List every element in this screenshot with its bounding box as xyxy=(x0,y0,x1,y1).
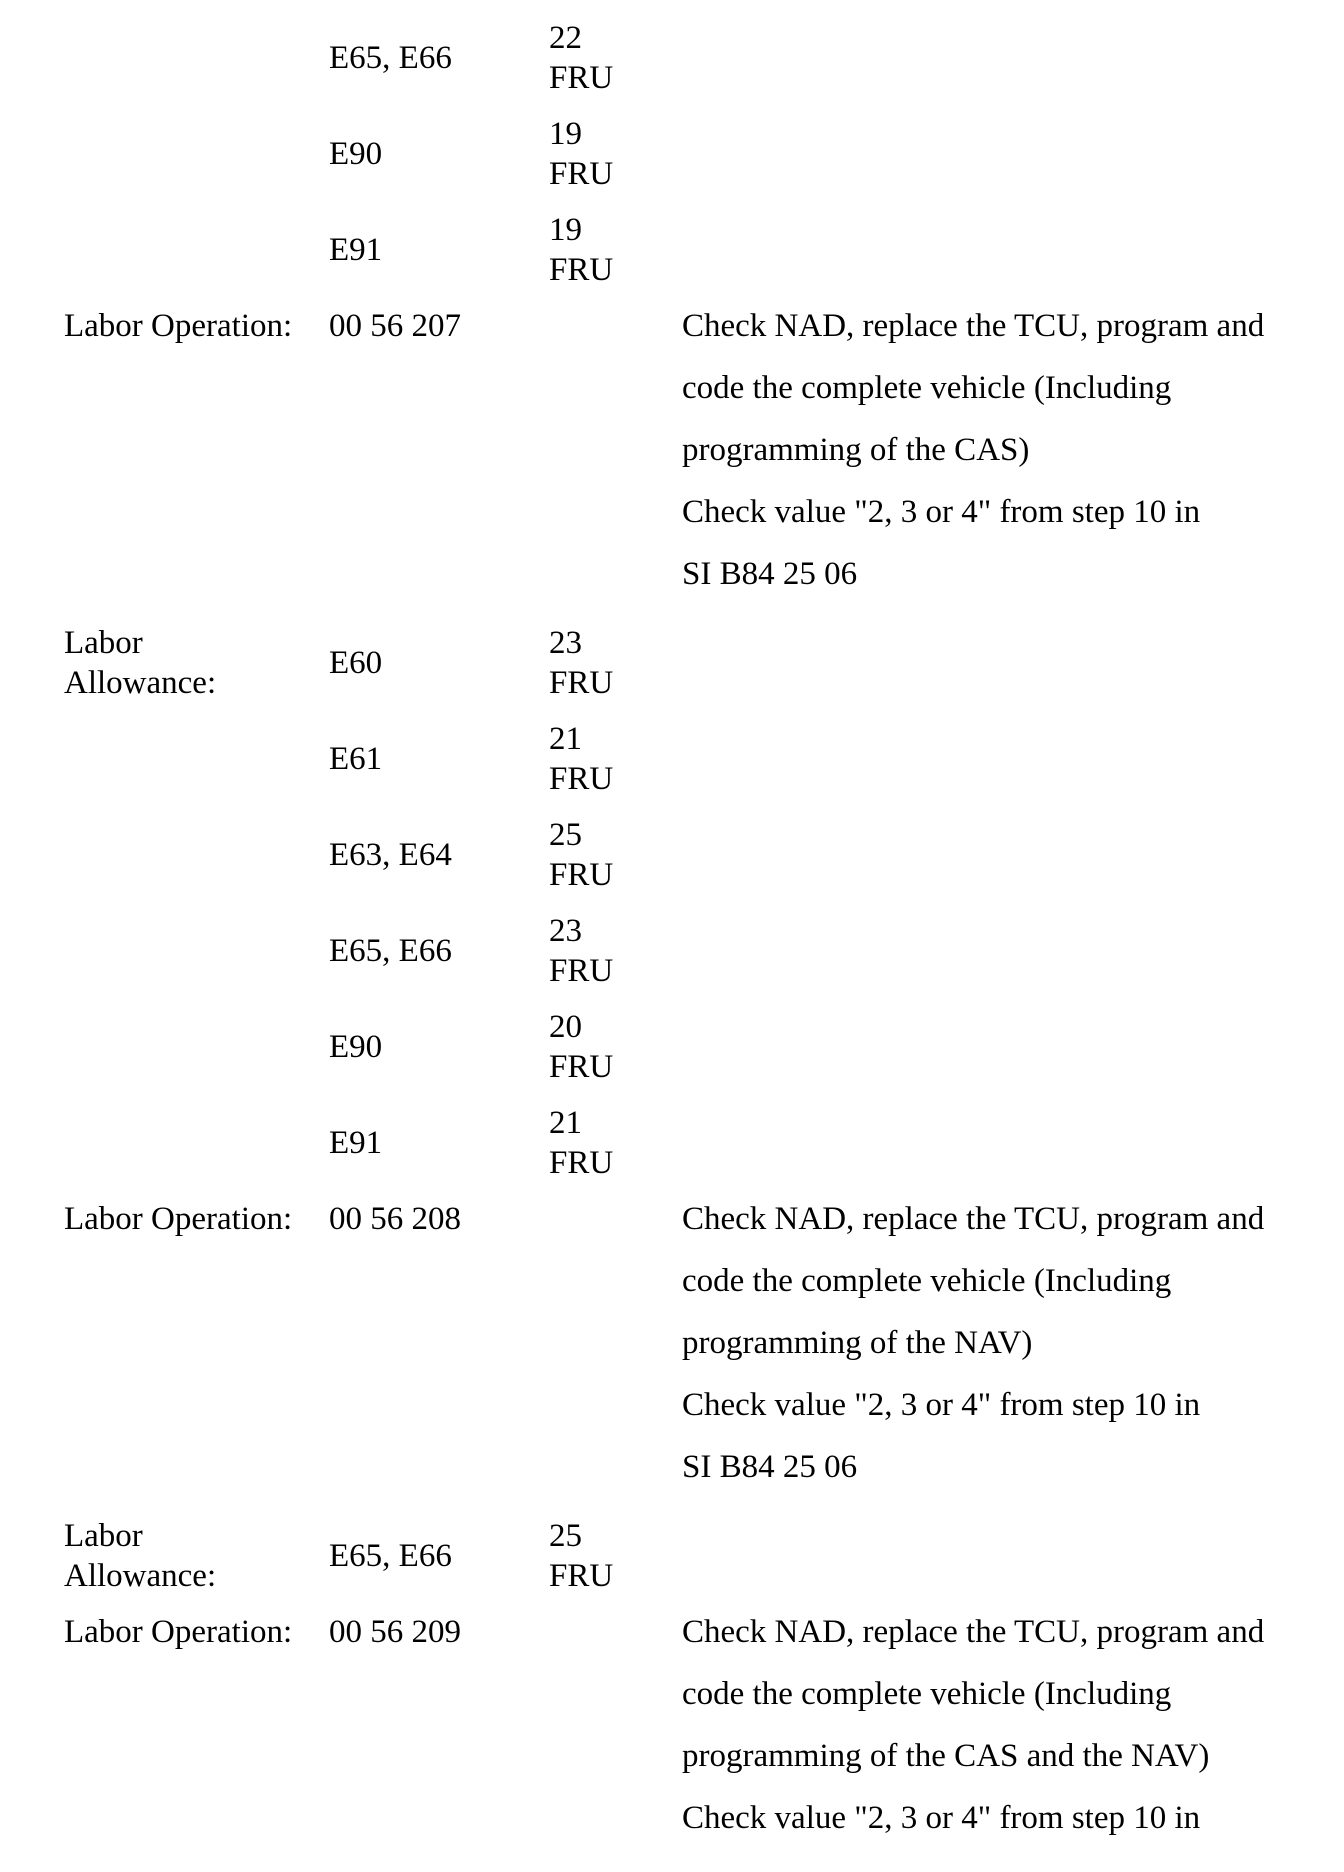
model-cell xyxy=(329,1007,549,1087)
operation-code: 00 56 208 xyxy=(329,1201,461,1237)
description-line: Check value "2, 3 or 4" from step 10 in xyxy=(682,1800,1201,1836)
fru-unit: FRU xyxy=(549,1049,614,1085)
model-cell xyxy=(329,114,549,194)
model-text: E65, E66 xyxy=(329,1537,452,1574)
model-text: E91 xyxy=(329,1124,383,1161)
description-line: code the complete vehicle (Including xyxy=(682,370,1172,406)
description-line: SI B84 25 06 xyxy=(682,556,858,592)
model-text: E65, E66 xyxy=(329,39,452,76)
fru-unit: FRU xyxy=(549,761,614,797)
fru-unit: FRU xyxy=(549,156,614,192)
fru-unit: FRU xyxy=(549,1145,614,1181)
fru-value: 21 xyxy=(549,1105,582,1141)
model-text: E65, E66 xyxy=(329,932,452,969)
model-text: E90 xyxy=(329,1028,383,1065)
model-cell xyxy=(329,815,549,895)
fru-cell xyxy=(549,1007,682,1087)
labor-allowance-row xyxy=(64,911,1320,991)
labor-operation-row xyxy=(64,1612,1320,1849)
fru-value: 19 xyxy=(549,116,582,152)
model-cell xyxy=(329,1516,549,1596)
labor-allowance-row xyxy=(64,719,1320,799)
operation-description xyxy=(682,1601,1320,1849)
operation-description xyxy=(682,1188,1320,1498)
model-cell xyxy=(329,719,549,799)
model-cell xyxy=(329,18,549,98)
fru-unit: FRU xyxy=(549,665,614,701)
fru-cell xyxy=(549,114,682,194)
fru-value: 23 xyxy=(549,625,582,661)
labor-allowance-row xyxy=(64,210,1320,290)
labor-operation-row xyxy=(64,1199,1320,1498)
description-line: Check value "2, 3 or 4" from step 10 in xyxy=(682,494,1201,530)
fru-unit: FRU xyxy=(549,60,614,96)
operation-description xyxy=(682,295,1320,605)
labor-operation-label: Labor Operation: xyxy=(64,1201,293,1237)
model-text: E63, E64 xyxy=(329,836,452,873)
fru-cell xyxy=(549,1516,682,1596)
labor-allowance-row xyxy=(64,623,1320,703)
model-text: E91 xyxy=(329,231,383,268)
fru-value: 25 xyxy=(549,1518,582,1554)
labor-allowance-label: Labor Allowance: xyxy=(64,1518,217,1594)
description-line: Check NAD, replace the TCU, program and xyxy=(682,308,1265,344)
labor-allowance-label: Labor Allowance: xyxy=(64,625,217,701)
description-line: SI B84 25 06 xyxy=(682,1449,858,1485)
operation-code: 00 56 207 xyxy=(329,308,461,344)
fru-unit: FRU xyxy=(549,953,614,989)
model-cell xyxy=(329,1103,549,1183)
fru-value: 23 xyxy=(549,913,582,949)
fru-value: 20 xyxy=(549,1009,582,1045)
fru-cell xyxy=(549,210,682,290)
model-cell xyxy=(329,911,549,991)
description-line: Check NAD, replace the TCU, program and xyxy=(682,1201,1265,1237)
fru-cell xyxy=(549,18,682,98)
labor-operation-label: Labor Operation: xyxy=(64,1614,293,1650)
labor-allowance-row xyxy=(64,1103,1320,1183)
description-line: programming of the CAS and the NAV) xyxy=(682,1738,1210,1774)
fru-cell xyxy=(549,911,682,991)
description-line: code the complete vehicle (Including xyxy=(682,1263,1172,1299)
labor-allowance-row xyxy=(64,1007,1320,1087)
model-text: E90 xyxy=(329,135,383,172)
labor-allowance-row xyxy=(64,18,1320,98)
fru-value: 19 xyxy=(549,212,582,248)
fru-unit: FRU xyxy=(549,857,614,893)
description-line: programming of the CAS) xyxy=(682,432,1030,468)
fru-value: 25 xyxy=(549,817,582,853)
model-text: E61 xyxy=(329,740,383,777)
labor-allowance-row xyxy=(64,1516,1320,1596)
labor-operation-row xyxy=(64,306,1320,605)
description-line: Check NAD, replace the TCU, program and xyxy=(682,1614,1265,1650)
operation-code: 00 56 209 xyxy=(329,1614,461,1650)
fru-unit: FRU xyxy=(549,1558,614,1594)
fru-cell xyxy=(549,1103,682,1183)
fru-value: 22 xyxy=(549,20,582,56)
fru-cell xyxy=(549,623,682,703)
description-line: programming of the NAV) xyxy=(682,1325,1033,1361)
labor-allowance-row xyxy=(64,114,1320,194)
description-line: code the complete vehicle (Including xyxy=(682,1676,1172,1712)
model-cell xyxy=(329,623,549,703)
fru-value: 21 xyxy=(549,721,582,757)
description-line: Check value "2, 3 or 4" from step 10 in xyxy=(682,1387,1201,1423)
model-text: E60 xyxy=(329,644,383,681)
model-cell xyxy=(329,210,549,290)
fru-cell xyxy=(549,719,682,799)
fru-cell xyxy=(549,815,682,895)
fru-unit: FRU xyxy=(549,252,614,288)
labor-operation-label: Labor Operation: xyxy=(64,308,293,344)
labor-allowance-row xyxy=(64,815,1320,895)
